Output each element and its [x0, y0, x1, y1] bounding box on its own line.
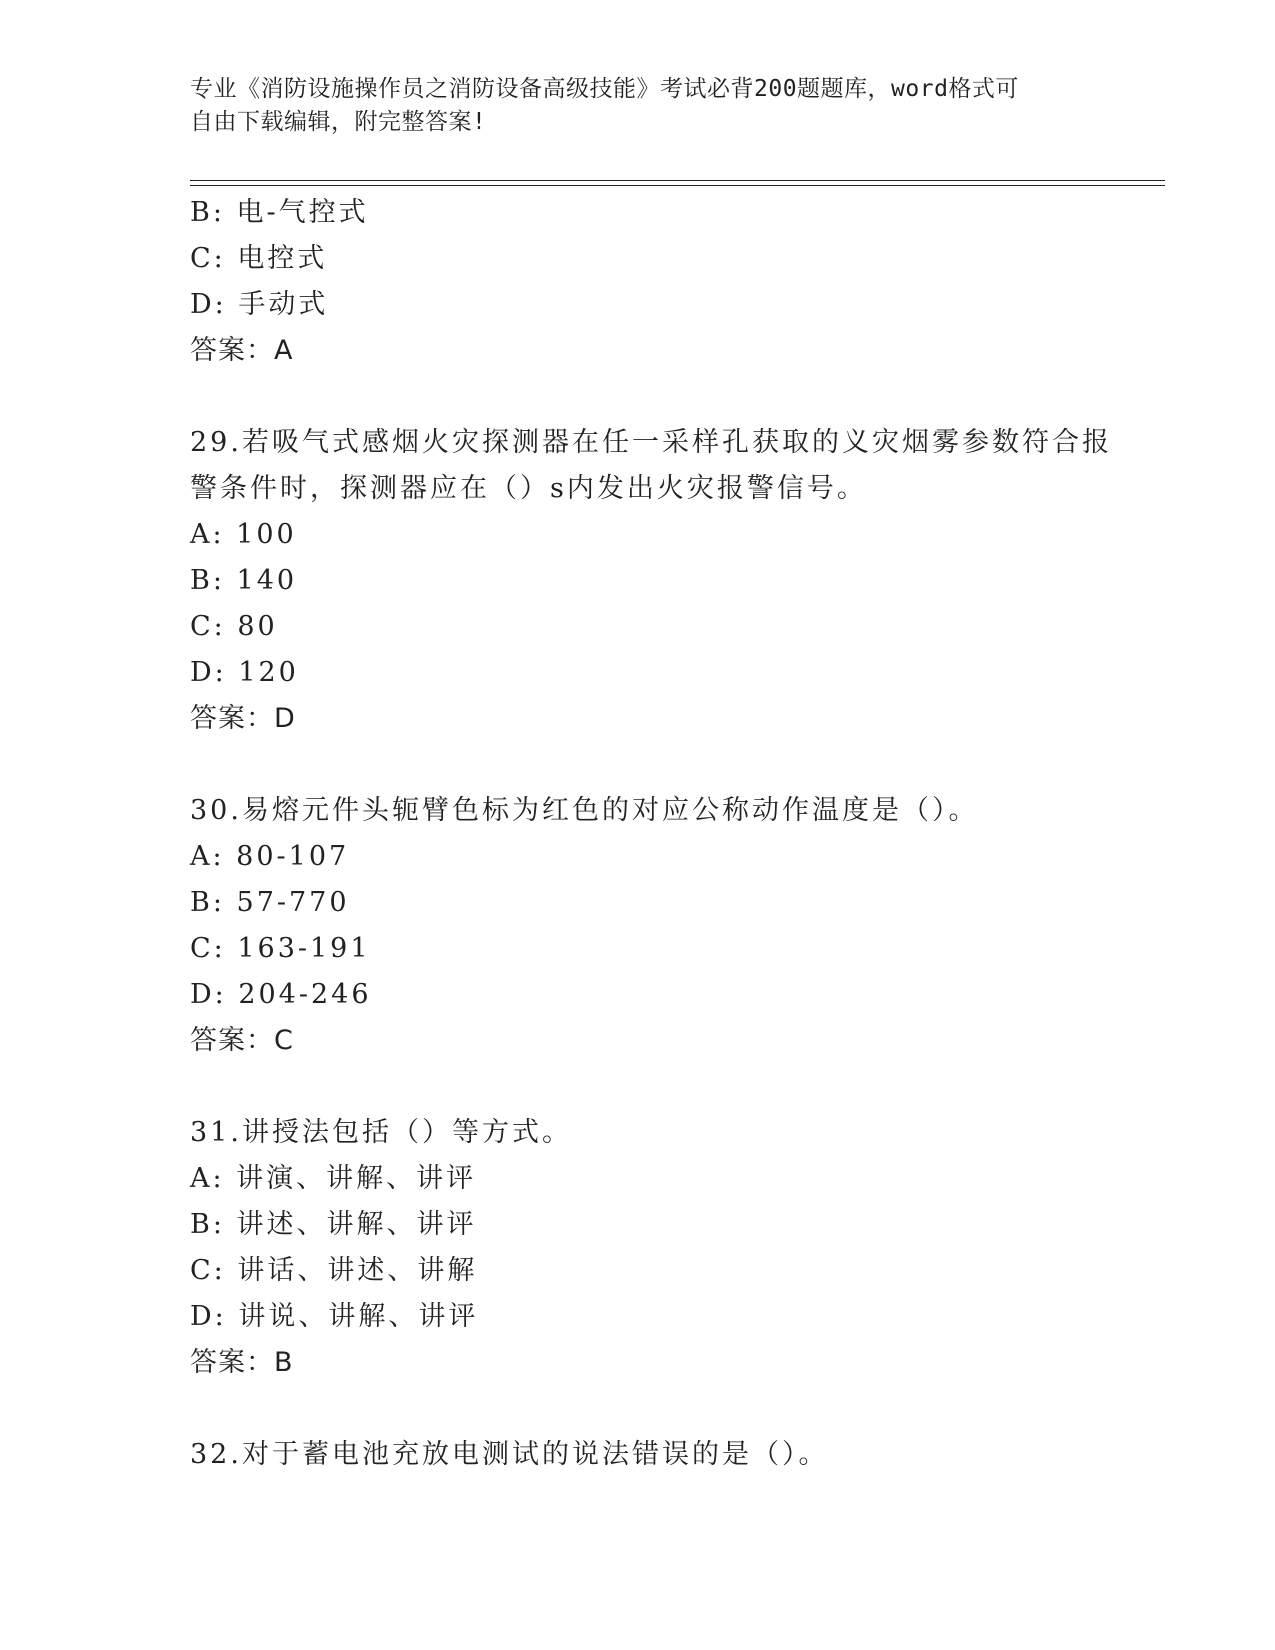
answer: 答案：D [190, 703, 296, 734]
question-stem: 30.易熔元件头轭臂色标为红色的对应公称动作温度是（）。 [190, 795, 979, 826]
option-d: D: 手动式 [190, 289, 329, 320]
header-line-1: 专业《消防设施操作员之消防设备高级技能》考试必背200题题库，word格式可 [190, 76, 1019, 102]
header-divider-top [190, 180, 1165, 181]
question-stem: 29.若吸气式感烟火灾探测器在任一采样孔获取的义灾烟雾参数符合报 [190, 427, 1112, 458]
option-b: B: 电-气控式 [190, 197, 369, 228]
question-stem-continued: 警条件时，探测器应在（）s内发出火灾报警信号。 [190, 473, 867, 504]
option-a: A: 讲演、讲解、讲评 [190, 1163, 477, 1194]
option-c: C: 讲话、讲述、讲解 [190, 1255, 478, 1286]
question-30 [190, 788, 1150, 1064]
answer: 答案：B [190, 1347, 294, 1378]
question-28-tail [190, 190, 1150, 374]
option-b: B: 57-770 [190, 887, 350, 918]
option-d: D: 讲说、讲解、讲评 [190, 1301, 479, 1332]
answer: 答案：C [190, 1025, 294, 1056]
option-c: C: 电控式 [190, 243, 328, 274]
option-c: C: 80 [190, 611, 278, 642]
answer: 答案：A [190, 335, 294, 366]
option-b: B: 讲述、讲解、讲评 [190, 1209, 477, 1240]
document-header [190, 73, 1090, 139]
question-32 [190, 1432, 1150, 1478]
option-d: D: 204-246 [190, 979, 372, 1010]
option-b: B: 140 [190, 565, 298, 596]
option-a: A: 100 [190, 519, 297, 550]
question-29 [190, 420, 1150, 742]
option-a: A: 80-107 [190, 841, 350, 872]
question-stem: 32.对于蓄电池充放电测试的说法错误的是（）。 [190, 1439, 829, 1470]
header-divider-bottom [190, 185, 1165, 186]
header-line-2: 自由下载编辑，附完整答案! [190, 109, 487, 135]
option-d: D: 120 [190, 657, 299, 688]
option-c: C: 163-191 [190, 933, 371, 964]
question-stem: 31.讲授法包括（）等方式。 [190, 1117, 572, 1148]
question-31 [190, 1110, 1150, 1386]
question-list [190, 190, 1150, 1478]
